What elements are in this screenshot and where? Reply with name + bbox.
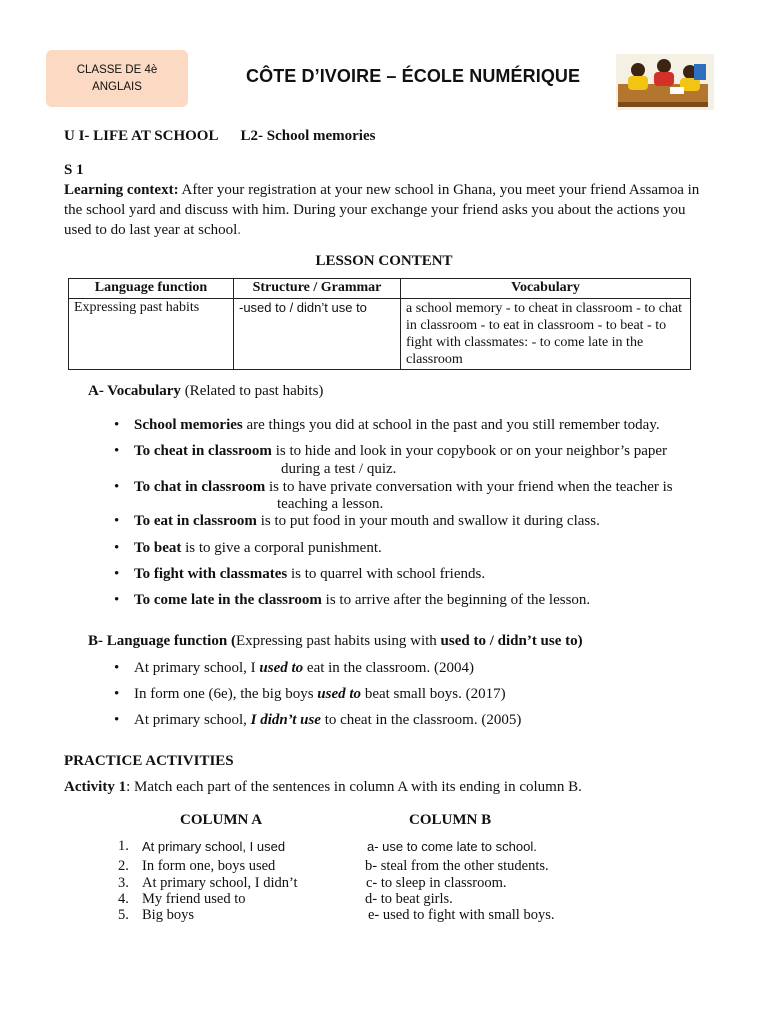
lesson-content-title: LESSON CONTENT: [315, 253, 453, 269]
table-header: Structure / Grammar: [234, 279, 401, 299]
column-b-header: COLUMN B: [409, 812, 492, 828]
column-b-item: c- to sleep in classroom.: [366, 875, 507, 891]
column-a-header: COLUMN A: [180, 812, 263, 828]
context-text: After your registration at your new school in Ghana, you meet your friend Assamoa in the school yard and discuss with him. During your exchange your friend asks you about the actions you used to do last year at school: [64, 182, 700, 238]
session-label: S 1: [64, 162, 84, 178]
column-b-item: d- to beat girls.: [365, 891, 453, 907]
table-row: [69, 299, 691, 370]
column-b-item: b- steal from the other students.: [365, 858, 549, 874]
column-a-item: At primary school, I used: [142, 839, 286, 854]
context-label: Learning context:: [64, 182, 179, 198]
column-b-item: e- used to fight with small boys.: [368, 907, 555, 923]
vocabulary-note: (Related to past habits): [180, 383, 324, 399]
item-number: 3.: [118, 875, 129, 891]
context-end: .: [237, 222, 242, 238]
lesson-content-table: [68, 278, 691, 370]
practice-title: PRACTICE ACTIVITIES: [64, 753, 234, 769]
activity-instruction: Activity 1: Match each part of the sentences in column A with its ending in column B.: [64, 779, 582, 795]
list-item-continuation: teaching a lesson.: [277, 496, 384, 512]
table-header: Vocabulary: [401, 279, 691, 299]
page-title: CÔTE D’IVOIRE – ÉCOLE NUMÉRIQUE: [246, 66, 581, 86]
column-a-item: At primary school, I didn’t: [142, 875, 298, 891]
table-cell-function: Expressing past habits: [69, 299, 234, 370]
column-a-item: Big boys: [142, 907, 194, 923]
unit-heading: [64, 128, 375, 145]
table-cell-vocabulary: a school memory - to cheat in classroom - to chat in classroom - to eat in classroom - to beat - to fight with classmates: - to come late in the classroom: [401, 299, 691, 370]
column-b-item: a- use to come late to school.: [367, 839, 537, 854]
column-a-item: In form one, boys used: [142, 858, 276, 874]
class-badge: [46, 50, 188, 107]
item-number: 5.: [118, 907, 129, 923]
learning-context: [64, 180, 704, 240]
class-level: CLASSE DE 4è: [76, 63, 158, 76]
item-number: 2.: [118, 858, 129, 874]
vocabulary-heading-label: A- Vocabulary: [88, 383, 181, 399]
list-item-continuation: during a test / quiz.: [281, 461, 397, 477]
vocabulary-heading: [88, 383, 323, 400]
unit-title: U I- LIFE AT SCHOOL: [64, 128, 219, 144]
table-header-row: [69, 279, 691, 299]
class-subject: ANGLAIS: [92, 80, 142, 93]
item-number: 4.: [118, 891, 129, 907]
table-header: Language function: [69, 279, 234, 299]
column-a-item: My friend used to: [142, 891, 246, 907]
item-number: 1.: [118, 838, 129, 854]
table-cell-structure: -used to / didn’t use to: [234, 299, 401, 370]
language-function-heading: B- Language function (Expressing past habits using with used to / didn’t use to): [88, 633, 583, 649]
students-illustration-icon: [616, 54, 714, 110]
lesson-title: L2- School memories: [240, 128, 376, 144]
